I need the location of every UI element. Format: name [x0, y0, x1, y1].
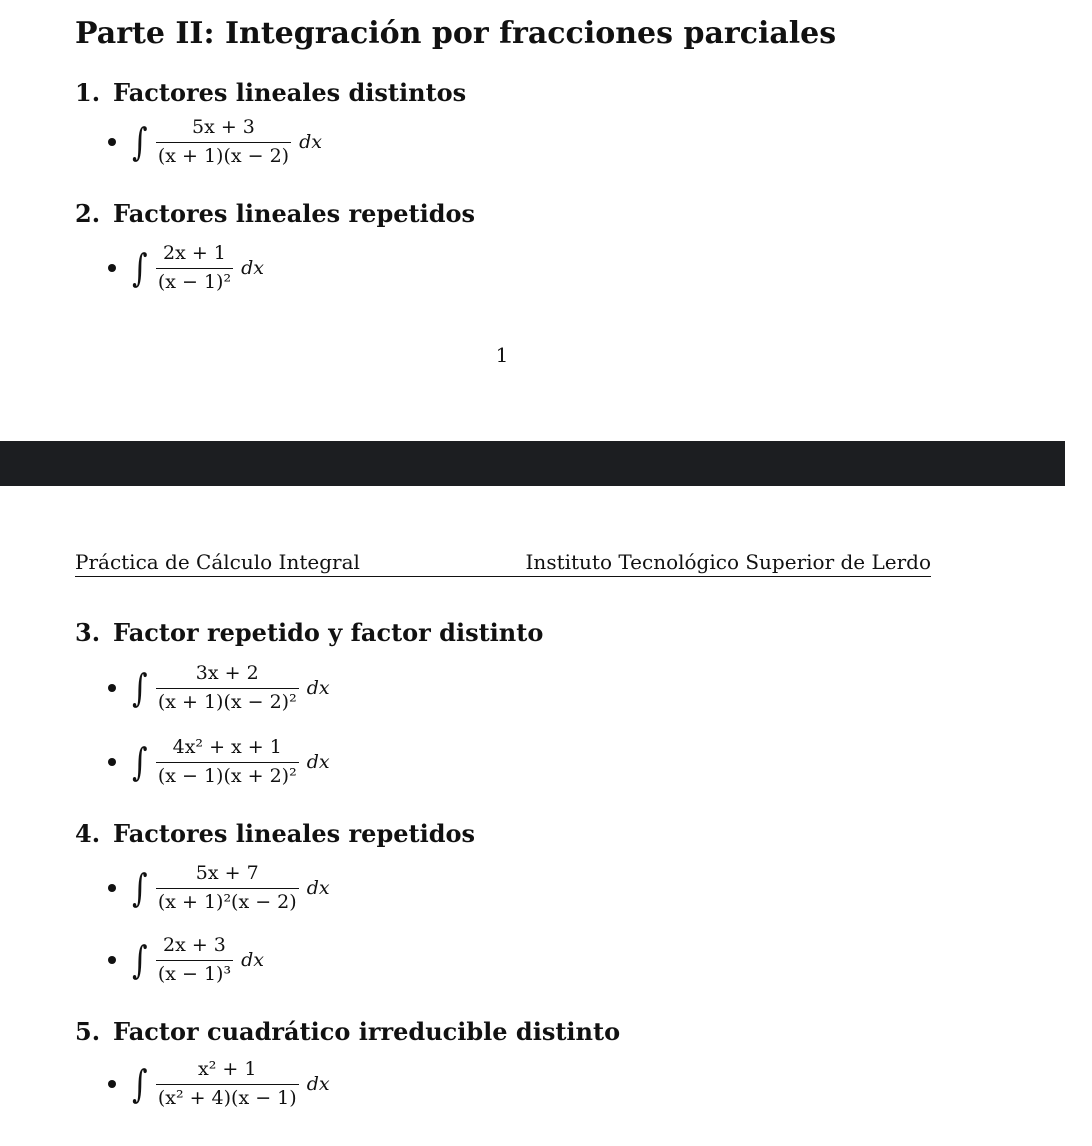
section-title: Factores lineales repetidos [113, 819, 475, 848]
page-gap [0, 441, 1092, 486]
numerator: 2x + 3 [162, 933, 226, 956]
differential: dx [306, 1073, 330, 1095]
bullet-icon [108, 884, 116, 892]
document-page-2 [0, 486, 1065, 1146]
header-institution: Instituto Tecnológico Superior de Lerdo [525, 550, 931, 574]
bullet-icon [108, 956, 116, 964]
document-page-1 [0, 0, 1065, 441]
differential: dx [241, 949, 264, 971]
section-2-heading [75, 199, 475, 228]
bullet-icon [108, 758, 116, 766]
denominator: (x + 1)²(x − 2) [156, 888, 299, 914]
denominator: (x + 1)(x − 2) [156, 142, 291, 168]
differential: dx [306, 677, 330, 699]
integral-item [108, 1054, 330, 1114]
fraction [156, 935, 233, 986]
viewer-margin [1065, 0, 1092, 1146]
integral-item [108, 732, 330, 792]
fraction [156, 1059, 299, 1110]
numerator: 5x + 7 [195, 861, 259, 884]
bullet-icon [108, 138, 116, 146]
numerator: x² + 1 [198, 1057, 257, 1080]
denominator: (x − 1)(x + 2)² [156, 762, 299, 788]
page-number: 1 [495, 343, 509, 367]
section-number: 3. [75, 618, 101, 647]
section-number: 4. [75, 819, 101, 848]
section-title: Factores lineales repetidos [113, 199, 475, 228]
fraction [156, 737, 299, 788]
section-title: Factores lineales distintos [113, 78, 467, 107]
integral-item [108, 930, 264, 990]
denominator: (x + 1)(x − 2)² [156, 688, 299, 714]
differential: dx [299, 131, 322, 153]
section-number: 5. [75, 1017, 101, 1046]
integral-sign: ∫ [132, 246, 148, 290]
section-4-heading [75, 819, 475, 848]
section-title: Factor cuadrático irreducible distinto [113, 1017, 621, 1046]
differential: dx [306, 751, 330, 773]
numerator: 2x + 1 [162, 241, 226, 264]
denominator: (x² + 4)(x − 1) [156, 1084, 299, 1110]
fraction [156, 117, 291, 168]
integral-sign: ∫ [132, 866, 148, 910]
running-header [75, 548, 931, 577]
denominator: (x − 1)² [156, 268, 233, 294]
numerator: 4x² + x + 1 [172, 735, 282, 758]
integral-item [108, 658, 330, 718]
header-course: Práctica de Cálculo Integral [75, 550, 360, 574]
integral-item [108, 238, 264, 298]
section-3-heading [75, 618, 543, 647]
fraction [156, 863, 299, 914]
fraction [156, 663, 299, 714]
differential: dx [306, 877, 330, 899]
bullet-icon [108, 264, 116, 272]
integral-item [108, 858, 330, 918]
fraction [156, 243, 233, 294]
section-number: 1. [75, 78, 101, 107]
bullet-icon [108, 684, 116, 692]
numerator: 5x + 3 [191, 115, 255, 138]
integral-item [108, 112, 322, 172]
integral-sign: ∫ [132, 1062, 148, 1106]
denominator: (x − 1)³ [156, 960, 233, 986]
integral-sign: ∫ [132, 120, 148, 164]
section-1-heading [75, 78, 466, 107]
integral-sign: ∫ [132, 938, 148, 982]
integral-sign: ∫ [132, 740, 148, 784]
part-title: Parte II: Integración por fracciones parciales [75, 16, 837, 51]
differential: dx [241, 257, 264, 279]
integral-sign: ∫ [132, 666, 148, 710]
section-number: 2. [75, 199, 101, 228]
section-title: Factor repetido y factor distinto [113, 618, 544, 647]
section-5-heading [75, 1017, 620, 1046]
bullet-icon [108, 1080, 116, 1088]
numerator: 3x + 2 [195, 661, 259, 684]
